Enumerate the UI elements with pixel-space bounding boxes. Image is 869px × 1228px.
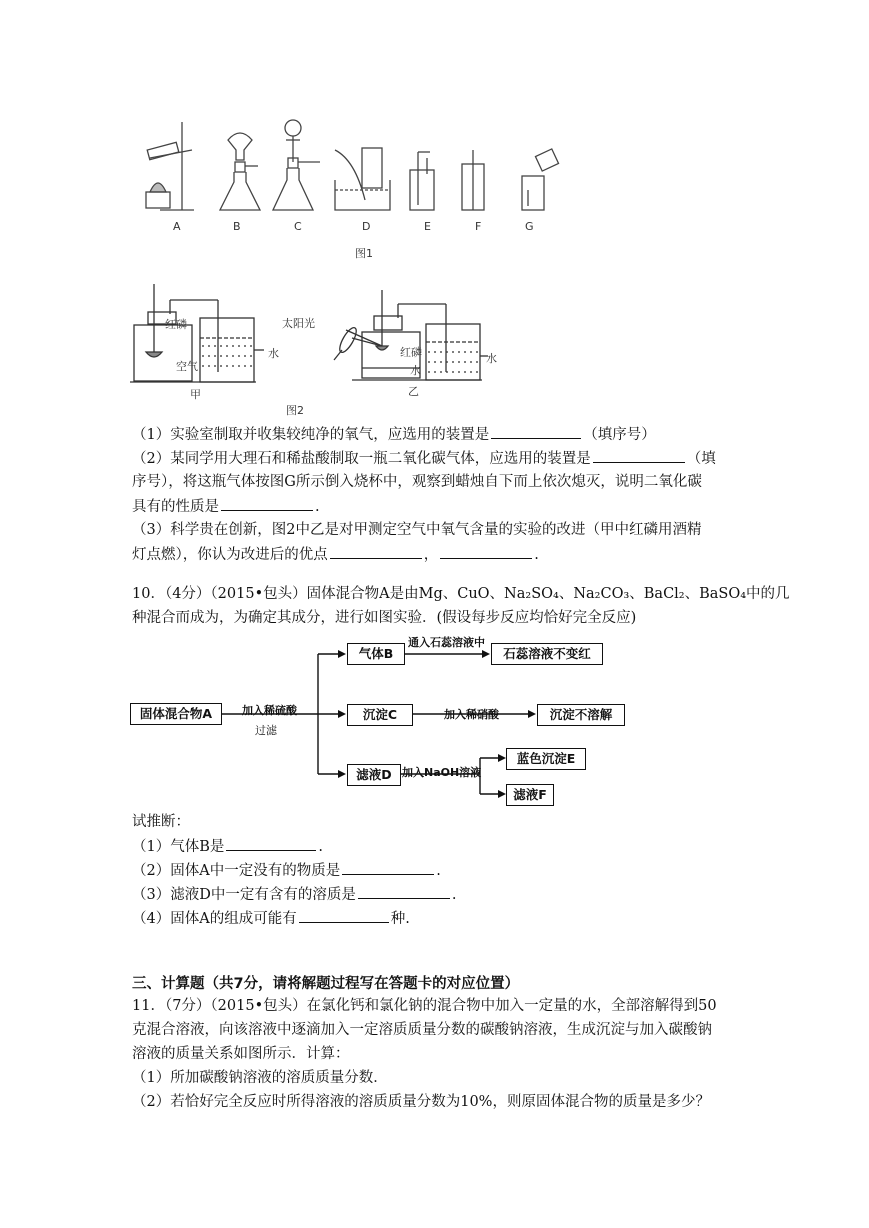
q9-p2-line1: （2）某同学用大理石和稀盐酸制取一瓶二氧化碳气体，应选用的装置是 （填	[132, 448, 716, 469]
figure-1-label-b: B	[233, 220, 241, 233]
answer-blank[interactable]	[440, 544, 532, 559]
q11-line2: 克混合溶液，向该溶液中逐滴加入一定溶质质量分数的碳酸钠溶液，生成沉淀与加入碳酸钠	[132, 1022, 712, 1038]
flow-box-gas-b: 气体B	[347, 643, 405, 665]
jia-water-label: 水	[268, 347, 279, 360]
answer-blank[interactable]	[330, 544, 422, 559]
figure-1-label-e: E	[424, 220, 431, 233]
flow-step1-bottom: 过滤	[255, 724, 277, 737]
flow-step-b: 通入石蕊溶液中	[408, 636, 485, 649]
yi-label: 乙	[408, 385, 419, 398]
q9-p3-line1: （3）科学贵在创新，图2中乙是对甲测定空气中氧气含量的实验的改进（甲中红磷用酒精	[132, 522, 702, 538]
figure-1-caption: 图1	[355, 247, 373, 260]
q9-p3-line2: 灯点燃），你认为改进后的优点 ， .	[132, 544, 539, 565]
figure-1-label-a: A	[173, 220, 181, 233]
jia-hongling-label: 红磷	[165, 318, 187, 331]
answer-blank[interactable]	[491, 424, 581, 439]
flow-box-solid-a: 固体混合物A	[130, 703, 222, 725]
figure-2-caption: 图2	[286, 404, 304, 417]
jia-label: 甲	[190, 388, 201, 401]
q10-s4: （4）固体A的组成可能有 种.	[132, 908, 410, 929]
flow-box-b-result: 石蕊溶液不变红	[491, 643, 603, 665]
flow-box-blue-precipitate-e: 蓝色沉淀E	[506, 748, 586, 770]
answer-blank[interactable]	[226, 836, 316, 851]
q10-s3: （3）滤液D中一定有含有的溶质是 .	[132, 884, 456, 905]
jia-air-label: 空气	[176, 360, 198, 373]
answer-blank[interactable]	[342, 860, 434, 875]
answer-blank[interactable]	[221, 496, 313, 511]
q10-s2: （2）固体A中一定没有的物质是 .	[132, 860, 441, 881]
q10-intro-line1: 10．（4分）（2015•包头）固体混合物A是由Mg、CuO、Na₂SO₄、Na₂CO₃、BaCl₂、BaSO₄中的几	[132, 586, 790, 602]
answer-blank[interactable]	[358, 884, 450, 899]
q11-line1: 11．（7分）（2015•包头）在氯化钙和氯化钠的混合物中加入一定量的水，全部溶解得到50	[132, 998, 717, 1014]
figure-1-label-d: D	[362, 220, 371, 233]
flow-step-d: 加入NaOH溶液	[402, 766, 482, 779]
q11-line3: 溶液的质量关系如图所示．计算：	[132, 1046, 350, 1062]
q11-line4: （1）所加碳酸钠溶液的溶质质量分数．	[132, 1070, 388, 1086]
flow-box-filtrate-d: 滤液D	[347, 764, 401, 786]
yi-sunlight-label: 太阳光	[282, 317, 315, 330]
flow-box-filtrate-f: 滤液F	[506, 784, 554, 806]
q10-intro-line2: 种混合而成为，为确定其成分，进行如图实验．(假设每步反应均恰好完全反应)	[132, 610, 637, 626]
yi-hongling-label: 红磷	[400, 346, 422, 359]
q10-infer: 试推断：	[132, 814, 190, 830]
answer-blank[interactable]	[299, 908, 389, 923]
flow-box-c-result: 沉淀不溶解	[537, 704, 625, 726]
q9-p2-line3: 具有的性质是 .	[132, 496, 320, 517]
yi-water-label: 水	[486, 352, 497, 365]
figure-1-label-f: F	[475, 220, 482, 233]
yi-water-inner-label: 水	[410, 364, 421, 377]
figure-1-label-c: C	[294, 220, 302, 233]
q9-p1: （1）实验室制取并收集较纯净的氧气，应选用的装置是 （填序号）	[132, 424, 656, 445]
flow-step-c: 加入稀硝酸	[444, 708, 499, 721]
q9-p2-line2: 序号），将这瓶气体按图G所示倒入烧杯中，观察到蜡烛自下而上依次熄灭，说明二氧化碳	[132, 474, 702, 490]
figure-1-label-g: G	[525, 220, 534, 233]
flow-box-precipitate-c: 沉淀C	[347, 704, 413, 726]
section-3-heading: 三、计算题（共7分，请将解题过程写在答题卡的对应位置）	[132, 976, 520, 992]
flow-step1-top: 加入稀硫酸	[242, 704, 297, 717]
figure-1-apparatus	[130, 110, 570, 260]
q10-s1: （1）气体B是 .	[132, 836, 323, 857]
q11-line5: （2）若恰好完全反应时所得溶液的溶质质量分数为10%，则原固体混合物的质量是多少？	[132, 1094, 710, 1110]
answer-blank[interactable]	[593, 448, 685, 463]
